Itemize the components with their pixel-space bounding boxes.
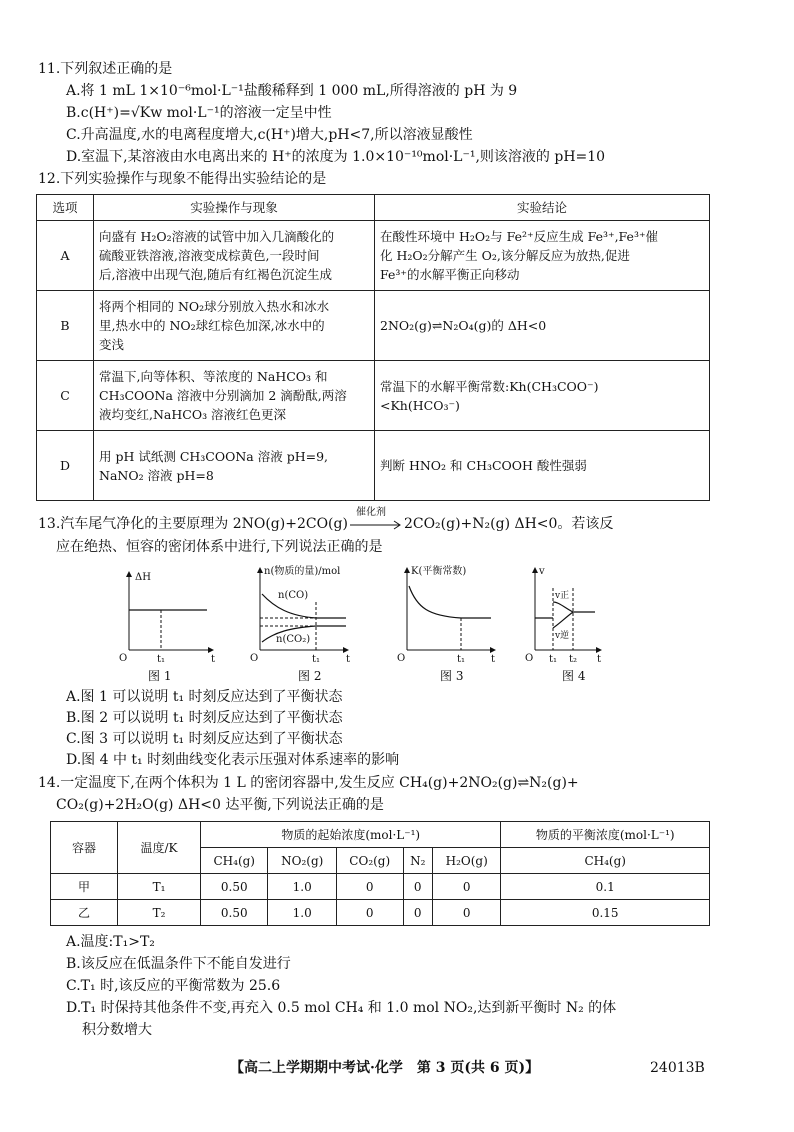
svg-text:t₁: t₁ <box>549 654 558 664</box>
q14-col-no2: NO₂(g) <box>268 848 336 874</box>
fig4-label-forward: v正 <box>555 591 570 601</box>
paper-code: 24013B <box>650 1060 705 1076</box>
q13-stem-line1: 13.汽车尾气净化的主要原理为 2NO(g)+2CO(g) 催化剂 2CO₂(g)+N₂(g) ΔH<0。若该反 <box>38 507 614 532</box>
q12-row-b <box>37 291 710 361</box>
q12-conclusion: 在酸性环境中 H₂O₂与 Fe²⁺反应生成 Fe³⁺,Fe³⁺催 化 H₂O₂分解产生 O₂,该分解反应为放热,促进 Fe³⁺的水解平衡正向移动 <box>375 221 710 291</box>
q12-row-label: A <box>37 221 94 291</box>
fig2-ylabel: n(物质的量)/mol <box>264 566 341 577</box>
q12-table <box>36 194 710 501</box>
svg-text:t₁: t₁ <box>157 654 166 664</box>
q14-option-a: A.温度:T₁>T₂ <box>66 934 155 950</box>
q12-header-option: 选项 <box>37 195 94 221</box>
q12-conclusion: 判断 HNO₂ 和 CH₃COOH 酸性强弱 <box>375 431 710 501</box>
svg-text:t₁: t₁ <box>457 654 466 664</box>
fig2-label-co: n(CO) <box>278 590 309 601</box>
q13-stem-line2: 应在绝热、恒容的密闭体系中进行,下列说法正确的是 <box>56 539 383 555</box>
q12-operation: 常温下,向等体积、等浓度的 NaHCO₃ 和 CH₃COONa 溶液中分别滴加 2 滴酚酞,两溶 液均变红,NaHCO₃ 溶液红色更深 <box>94 361 375 431</box>
svg-text:O: O <box>397 653 406 664</box>
fig4-curve-forward <box>553 602 595 612</box>
svg-text:t₁: t₁ <box>312 654 321 664</box>
q13-option-a: A.图 1 可以说明 t₁ 时刻反应达到了平衡状态 <box>66 689 343 705</box>
q12-row-d <box>37 431 710 501</box>
q14-row-jia: 甲 T₁ 0.50 1.0 0 0 0 0.1 <box>51 874 710 900</box>
fig4-ylabel: v <box>539 566 545 577</box>
q14-col-ch4: CH₄(g) <box>201 848 268 874</box>
q11-option-a: A.将 1 mL 1×10⁻⁶mol·L⁻¹盐酸稀释到 1 000 mL,所得溶液的 pH 为 9 <box>66 83 518 99</box>
q14-option-d-cont: 积分数增大 <box>82 1022 152 1038</box>
fig1-ylabel: ΔH <box>135 572 151 583</box>
svg-text:t₂: t₂ <box>569 654 578 664</box>
q14-col-co2: CO₂(g) <box>336 848 403 874</box>
fig3-ylabel: K(平衡常数) <box>411 566 467 577</box>
svg-text:O: O <box>250 653 259 664</box>
q12-conclusion: 2NO₂(g)⇌N₂O₄(g)的 ΔH<0 <box>375 291 710 361</box>
q11-option-c: C.升高温度,水的电离程度增大,c(H⁺)增大,pH<7,所以溶液显酸性 <box>66 127 473 143</box>
fig2-label-co2: n(CO₂) <box>276 634 311 645</box>
fig4-caption: 图 4 <box>562 669 586 683</box>
catalyst-label: 催化剂 <box>355 507 386 518</box>
figure-2 <box>250 564 350 664</box>
q14-table <box>50 821 710 926</box>
q14-option-d: D.T₁ 时保持其他条件不变,再充入 0.5 mol CH₄ 和 1.0 mol NO₂,达到新平衡时 N₂ 的体 <box>66 1000 617 1016</box>
svg-text:t: t <box>211 654 216 664</box>
q12-header-operation: 实验操作与现象 <box>94 195 375 221</box>
q12-operation: 向盛有 H₂O₂溶液的试管中加入几滴酸化的 硫酸亚铁溶液,溶液变成棕黄色,一段时间 后,溶液中出现气泡,随后有红褐色沉淀生成 <box>94 221 375 291</box>
fig1-caption: 图 1 <box>148 669 172 683</box>
q14-option-c: C.T₁ 时,该反应的平衡常数为 25.6 <box>66 978 281 994</box>
svg-text:t: t <box>491 654 496 664</box>
q14-option-b: B.该反应在低温条件下不能自发进行 <box>66 956 291 972</box>
q12-row-label: D <box>37 431 94 501</box>
q11-option-b: B.c(H⁺)=√Kw mol·L⁻¹的溶液一定呈中性 <box>66 105 332 121</box>
q13-option-d: D.图 4 中 t₁ 时刻曲线变化表示压强对体系速率的影响 <box>66 752 400 768</box>
svg-text:t: t <box>597 654 602 664</box>
fig3-caption: 图 3 <box>440 669 464 683</box>
svg-text:O: O <box>525 653 534 664</box>
q12-row-label: B <box>37 291 94 361</box>
figure-3 <box>397 564 495 664</box>
q14-stem-line2: CO₂(g)+2H₂O(g) ΔH<0 达平衡,下列说法正确的是 <box>56 797 384 813</box>
q14-header-initial: 物质的起始浓度(mol·L⁻¹) <box>201 822 501 848</box>
q13-figures <box>115 562 715 664</box>
q14-header-equilibrium: 物质的平衡浓度(mol·L⁻¹) <box>501 822 710 848</box>
q12-stem: 12.下列实验操作与现象不能得出实验结论的是 <box>38 171 327 187</box>
q12-operation: 用 pH 试纸测 CH₃COONa 溶液 pH=9, NaNO₂ 溶液 pH=8 <box>94 431 375 501</box>
fig4-curve-reverse <box>553 612 573 628</box>
svg-text:t: t <box>346 654 351 664</box>
q12-row-c <box>37 361 710 431</box>
q12-header-conclusion: 实验结论 <box>375 195 710 221</box>
q12-operation: 将两个相同的 NO₂球分别放入热水和冰水 里,热水中的 NO₂球红棕色加深,冰水中的 变浅 <box>94 291 375 361</box>
figure-4 <box>525 566 601 664</box>
q13-option-b: B.图 2 可以说明 t₁ 时刻反应达到了平衡状态 <box>66 710 343 726</box>
q12-row-a <box>37 221 710 291</box>
q11-option-d: D.室温下,某溶液由水电离出来的 H⁺的浓度为 1.0×10⁻¹⁰mol·L⁻¹,则该溶液的 pH=10 <box>66 149 606 165</box>
q12-conclusion: 常温下的水解平衡常数:Kh(CH₃COO⁻) <Kh(HCO₃⁻) <box>375 361 710 431</box>
q14-col-h2o: H₂O(g) <box>432 848 500 874</box>
q11-stem: 11.下列叙述正确的是 <box>38 61 173 77</box>
page-footer: 【高二上学期期中考试·化学 第 3 页(共 6 页)】 <box>230 1060 540 1076</box>
q14-row-yi: 乙 T₂ 0.50 1.0 0 0 0 0.15 <box>51 900 710 926</box>
reaction-arrow-icon <box>348 517 404 531</box>
svg-text:O: O <box>119 653 128 664</box>
q14-col-n2: N₂ <box>403 848 432 874</box>
q14-header-temp: 温度/K <box>118 822 201 874</box>
q13-option-c: C.图 3 可以说明 t₁ 时刻反应达到了平衡状态 <box>66 731 343 747</box>
q14-header-container: 容器 <box>51 822 118 874</box>
figure-1 <box>119 572 215 664</box>
q12-row-label: C <box>37 361 94 431</box>
fig3-curve <box>409 586 491 618</box>
fig2-caption: 图 2 <box>298 669 322 683</box>
fig4-label-reverse: v逆 <box>555 631 570 641</box>
q14-col-ch4-eq: CH₄(g) <box>501 848 710 874</box>
q14-stem-line1: 14.一定温度下,在两个体积为 1 L 的密闭容器中,发生反应 CH₄(g)+2NO₂(g)⇌N₂(g)+ <box>38 775 579 791</box>
